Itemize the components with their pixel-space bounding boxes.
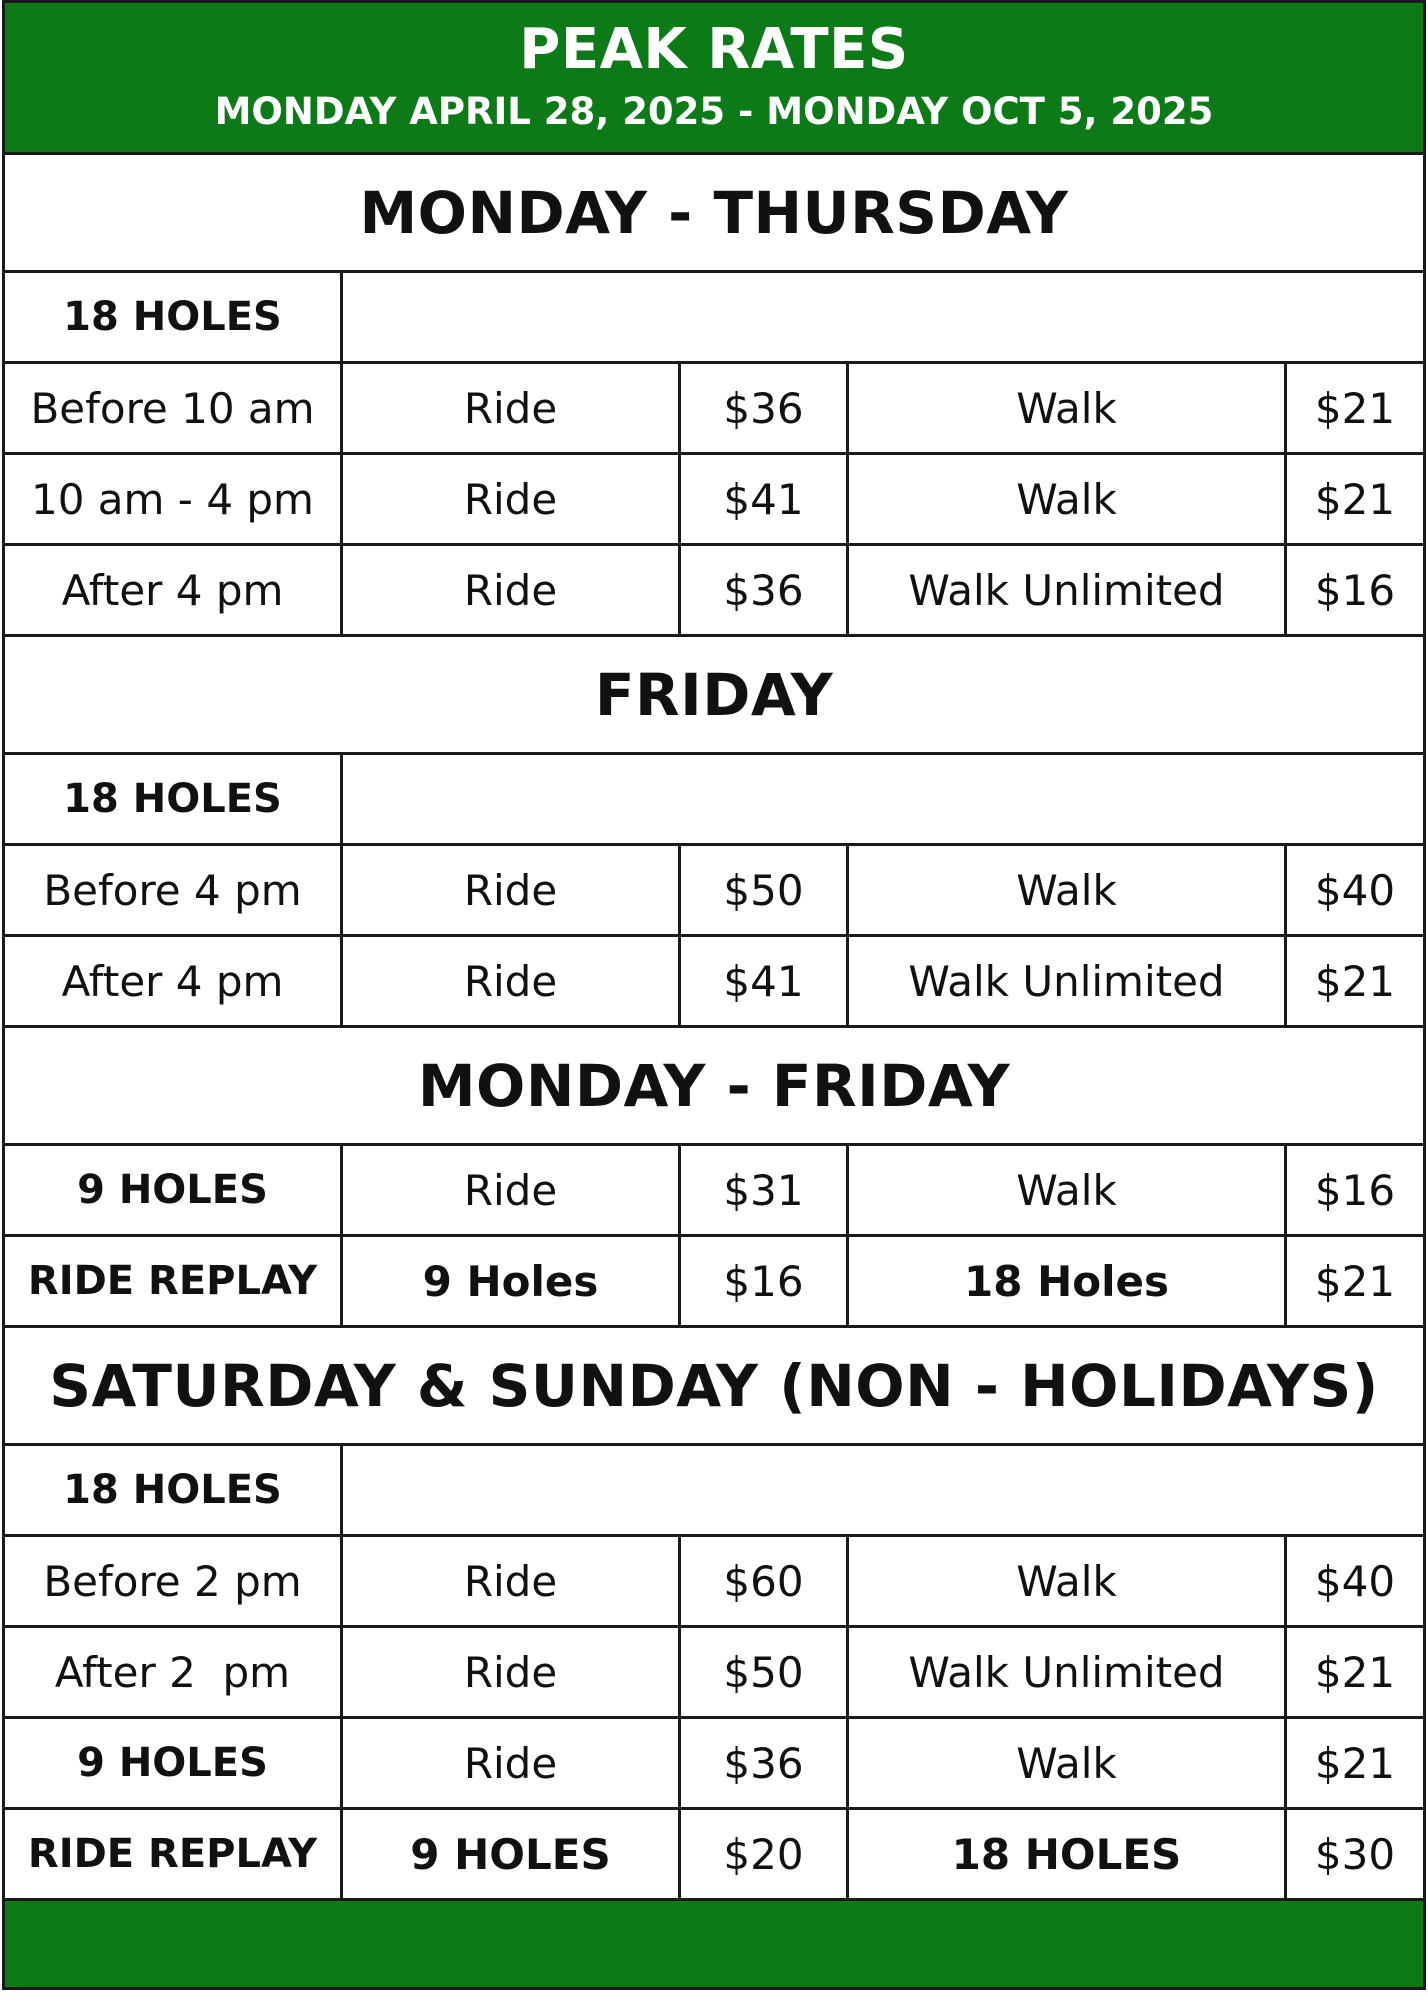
date-range: MONDAY APRIL 28, 2025 - MONDAY OCT 5, 2025 [214, 89, 1214, 133]
holes-label: 18 HOLES [5, 755, 343, 843]
walk-cell: Walk [849, 1146, 1287, 1234]
walk-cell: Walk [849, 455, 1287, 543]
rate-row [5, 1237, 1423, 1328]
walk-cell: Walk Unlimited [849, 1628, 1287, 1716]
walk-price-cell: $40 [1314, 865, 1396, 915]
ride-cell: Ride [343, 1628, 681, 1716]
holes-header-row [5, 1446, 1423, 1537]
ride-price-cell: $41 [681, 455, 849, 543]
ride-price-cell: $36 [681, 364, 849, 452]
ride-cell: Ride [343, 1719, 681, 1807]
walk-cell: Walk Unlimited [849, 546, 1287, 634]
replay-18-price-cell: $30 [1314, 1829, 1396, 1879]
rate-row [5, 546, 1423, 637]
ride-cell: Ride [343, 846, 681, 934]
empty-cell [343, 755, 1423, 843]
walk-cell: Walk [849, 1719, 1287, 1807]
walk-price-cell: $21 [1314, 1738, 1396, 1788]
replay-9-price-cell: $20 [681, 1810, 849, 1898]
section-title-friday: FRIDAY [5, 637, 1423, 755]
time-cell: After 4 pm [5, 546, 343, 634]
ride-cell: Ride [343, 937, 681, 1025]
time-cell: Before 4 pm [5, 846, 343, 934]
time-cell: After 4 pm [5, 937, 343, 1025]
ride-price-cell: $50 [681, 846, 849, 934]
walk-price-cell: $21 [1314, 383, 1396, 433]
empty-cell [343, 273, 1423, 361]
rate-row [5, 1719, 1423, 1810]
rate-row [5, 1537, 1423, 1628]
ride-cell: Ride [343, 1146, 681, 1234]
holes-label: 9 HOLES [5, 1719, 343, 1807]
rate-row [5, 455, 1423, 546]
ride-price-cell: $50 [681, 1628, 849, 1716]
walk-price-cell: $21 [1314, 956, 1396, 1006]
replay-18-cell: 18 Holes [849, 1237, 1287, 1325]
ride-cell: Ride [343, 455, 681, 543]
section-title-mon-fri: MONDAY - FRIDAY [5, 1028, 1423, 1146]
walk-cell: Walk [849, 1537, 1287, 1625]
time-cell: Before 2 pm [5, 1537, 343, 1625]
rate-row [5, 1146, 1423, 1237]
rate-row [5, 1810, 1423, 1901]
ride-price-cell: $36 [681, 546, 849, 634]
holes-label: 9 HOLES [5, 1146, 343, 1234]
replay-label: RIDE REPLAY [5, 1237, 343, 1325]
section-title-weekend: SATURDAY & SUNDAY (NON - HOLIDAYS) [5, 1328, 1423, 1446]
footer-bar [5, 1901, 1423, 1987]
ride-cell: Ride [343, 364, 681, 452]
walk-cell: Walk [849, 846, 1287, 934]
replay-9-price-cell: $16 [681, 1237, 849, 1325]
walk-cell: Walk [849, 364, 1287, 452]
ride-cell: Ride [343, 546, 681, 634]
replay-18-cell: 18 HOLES [849, 1810, 1287, 1898]
rate-row [5, 846, 1423, 937]
time-cell: 10 am - 4 pm [5, 455, 343, 543]
rate-row [5, 937, 1423, 1028]
header-banner [5, 3, 1423, 155]
ride-price-cell: $60 [681, 1537, 849, 1625]
rate-row [5, 1628, 1423, 1719]
replay-9-cell: 9 Holes [343, 1237, 681, 1325]
walk-price-cell: $21 [1314, 474, 1396, 524]
ride-price-cell: $41 [681, 937, 849, 1025]
section-title-mon-thu: MONDAY - THURSDAY [5, 155, 1423, 273]
page-title: PEAK RATES [519, 16, 909, 82]
time-cell: After 2 pm [5, 1628, 343, 1716]
holes-header-row [5, 273, 1423, 364]
walk-price-cell: $16 [1314, 565, 1396, 615]
time-cell: Before 10 am [5, 364, 343, 452]
ride-cell: Ride [343, 1537, 681, 1625]
replay-label: RIDE REPLAY [5, 1810, 343, 1898]
replay-18-price-cell: $21 [1314, 1256, 1396, 1306]
walk-price-cell: $21 [1314, 1647, 1396, 1697]
walk-price-cell: $16 [1314, 1165, 1396, 1215]
walk-cell: Walk Unlimited [849, 937, 1287, 1025]
empty-cell [343, 1446, 1423, 1534]
holes-label: 18 HOLES [5, 1446, 343, 1534]
holes-label: 18 HOLES [5, 273, 343, 361]
replay-9-cell: 9 HOLES [343, 1810, 681, 1898]
ride-price-cell: $31 [681, 1146, 849, 1234]
walk-price-cell: $40 [1314, 1556, 1396, 1606]
holes-header-row [5, 755, 1423, 846]
rate-row [5, 364, 1423, 455]
rate-sheet [2, 0, 1426, 1990]
ride-price-cell: $36 [681, 1719, 849, 1807]
